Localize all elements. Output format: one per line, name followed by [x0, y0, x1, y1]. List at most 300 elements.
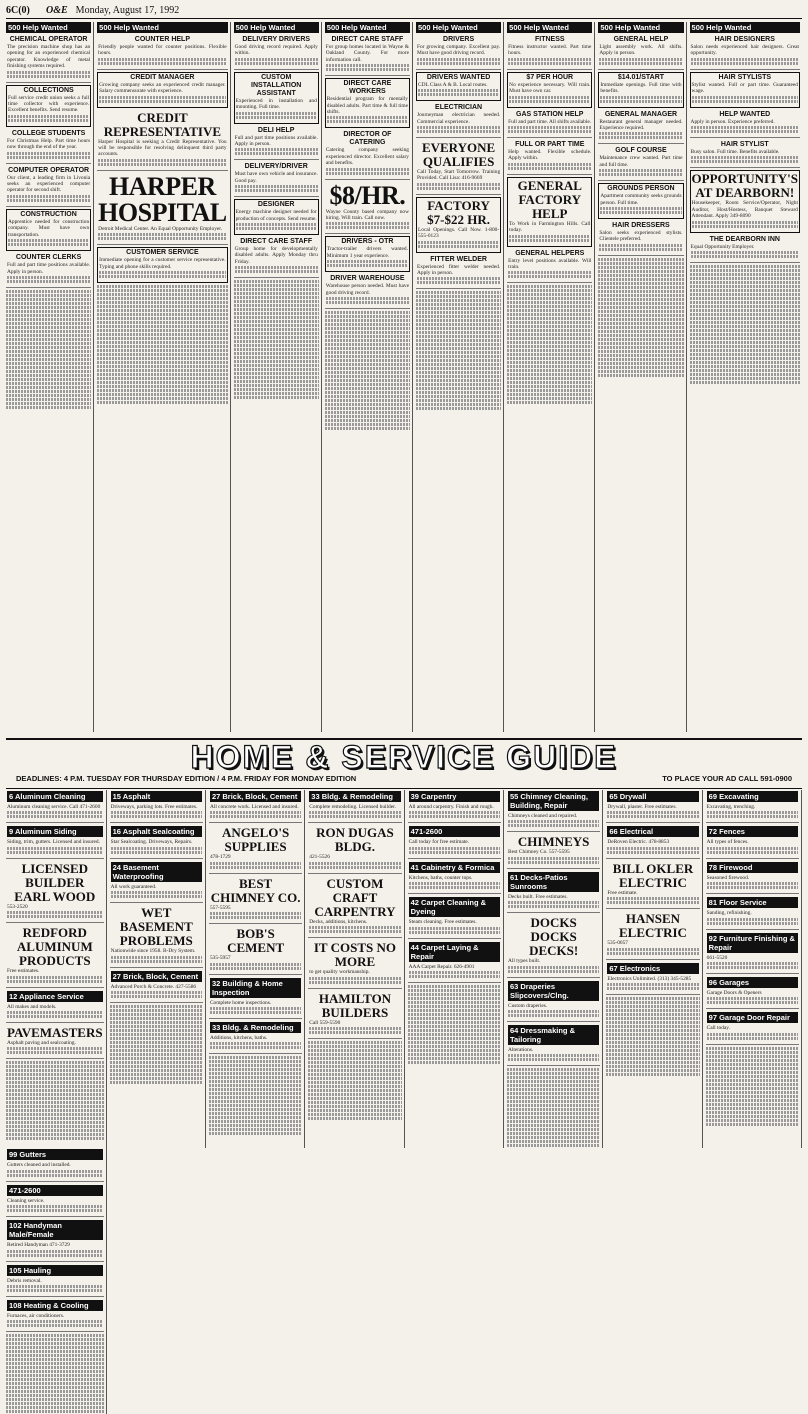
text-filler — [706, 1107, 799, 1110]
text-filler — [309, 811, 400, 814]
text-filler — [6, 1125, 104, 1128]
text-filler — [606, 1029, 699, 1032]
text-filler — [309, 866, 400, 869]
service-ad-body: Call today for free estimate. — [408, 839, 469, 846]
text-filler — [6, 390, 91, 393]
service-ad-body: Custom draperies. — [507, 1002, 548, 1009]
text-filler — [691, 126, 799, 129]
text-filler — [598, 282, 683, 285]
classified-ad — [416, 255, 501, 290]
text-filler — [326, 297, 409, 300]
ad-title: DELIVERY/DRIVER — [244, 163, 308, 171]
text-filler — [408, 1009, 501, 1012]
text-filler — [706, 1075, 799, 1078]
text-filler — [509, 235, 590, 238]
classified-ad — [507, 35, 592, 70]
ad-title: ELECTRICIAN — [435, 104, 483, 112]
service-guide-column — [408, 790, 504, 1148]
service-ad — [209, 926, 302, 974]
text-filler — [98, 159, 226, 162]
text-filler — [690, 341, 800, 344]
text-filler — [6, 1410, 104, 1413]
classified-ad — [234, 72, 319, 124]
text-filler — [690, 321, 800, 324]
text-filler — [235, 62, 318, 65]
text-filler — [308, 1057, 401, 1060]
text-filler — [508, 1054, 599, 1057]
text-filler — [416, 327, 501, 330]
text-filler — [209, 1088, 302, 1091]
text-filler — [707, 997, 798, 1000]
classified-ad — [325, 274, 410, 309]
service-category: 42 Carpet Cleaning & Dyeing — [409, 897, 500, 917]
text-filler — [508, 1014, 599, 1017]
service-ad-body: Steam cleaning. Free estimates. — [408, 919, 477, 926]
text-filler — [690, 305, 800, 308]
text-filler — [416, 383, 501, 386]
text-filler — [692, 100, 798, 103]
service-category: 39 Carpentry — [409, 791, 500, 802]
ad-body: Housekeeper, Room Service/Operator, Night Auditor, Host/Hostess, Banquet Steward Attendant. Apply 349-8090 — [691, 200, 798, 220]
text-filler — [6, 1390, 104, 1393]
ad-title: HAIR DRESSERS — [612, 222, 670, 230]
text-filler — [6, 394, 91, 397]
text-filler — [111, 811, 202, 814]
text-filler — [309, 977, 400, 980]
text-filler — [308, 1065, 401, 1068]
text-filler — [97, 317, 227, 320]
text-filler — [507, 397, 592, 400]
service-ad-body: Excavating, trenching. — [706, 804, 756, 810]
service-ad-body: Best Chimney Co. 557-5595 — [507, 849, 570, 856]
text-filler — [706, 1115, 799, 1118]
ad-title: HAIR STYLISTS — [718, 73, 772, 81]
text-filler — [209, 1128, 302, 1131]
text-filler — [507, 369, 592, 372]
text-filler — [6, 1061, 104, 1064]
text-filler — [690, 353, 800, 356]
text-filler — [111, 895, 202, 898]
text-filler — [6, 1402, 104, 1405]
service-ad — [706, 790, 799, 823]
text-filler — [599, 244, 682, 247]
text-filler — [507, 1120, 600, 1123]
text-filler — [409, 811, 500, 814]
classified-ad — [690, 35, 800, 70]
text-filler — [507, 1140, 600, 1143]
ad-title: HAIR STYLIST — [720, 141, 769, 149]
text-filler — [507, 341, 592, 344]
classified-ad — [598, 72, 683, 108]
ad-body: Journeyman electrician needed. Commercial experience. — [416, 112, 501, 125]
text-filler — [408, 1021, 501, 1024]
text-filler — [416, 355, 501, 358]
text-filler — [209, 1056, 302, 1059]
text-filler — [325, 403, 410, 406]
text-filler — [690, 269, 800, 272]
text-filler — [97, 305, 227, 308]
ad-body: CDL Class A & B. Local routes. — [417, 81, 488, 88]
service-ad-body: Call 559-5590 — [309, 1019, 341, 1026]
text-filler — [309, 926, 400, 929]
text-filler — [690, 349, 800, 352]
text-filler — [325, 327, 410, 330]
text-filler — [607, 851, 698, 854]
text-filler — [507, 297, 592, 300]
help-wanted-column — [234, 22, 322, 732]
text-filler — [97, 385, 227, 388]
text-filler — [235, 189, 318, 192]
text-filler — [6, 1338, 104, 1341]
text-filler — [508, 271, 591, 274]
text-filler — [507, 317, 592, 320]
service-category: 12 Appliance Service — [7, 991, 103, 1002]
text-filler — [8, 119, 89, 122]
ad-body: Good driving record required. Apply within. — [234, 44, 318, 57]
text-filler — [6, 294, 91, 297]
service-ad — [706, 825, 799, 858]
text-filler — [111, 847, 202, 850]
text-filler — [210, 963, 301, 966]
text-filler — [234, 384, 319, 387]
classified-ad — [234, 237, 319, 278]
ad-body: For group homes located in Wayne & Oakland County. For more information call. — [325, 44, 409, 63]
ad-title: GROUNDS PERSON — [607, 185, 675, 193]
service-ad — [706, 1011, 799, 1044]
text-filler — [234, 372, 319, 375]
text-filler — [234, 284, 319, 287]
text-filler — [606, 1009, 699, 1012]
service-ad-body: All types of fences. — [706, 839, 749, 846]
classified-ad — [507, 72, 592, 108]
text-filler — [234, 280, 319, 283]
help-wanted-column — [507, 22, 595, 732]
classified-ad — [325, 236, 410, 272]
text-filler — [325, 359, 410, 362]
service-category: 102 Handyman Male/Female — [7, 1220, 103, 1240]
text-filler — [110, 1021, 203, 1024]
text-filler — [327, 264, 408, 267]
ad-title: HELP WANTED — [719, 110, 771, 118]
text-filler — [325, 383, 410, 386]
text-filler — [308, 1069, 401, 1072]
text-filler — [606, 1053, 699, 1056]
text-filler — [234, 380, 319, 383]
text-filler — [6, 326, 91, 329]
text-filler — [308, 1061, 401, 1064]
text-filler — [97, 373, 227, 376]
text-filler — [507, 381, 592, 384]
classified-ad — [97, 247, 227, 283]
text-filler — [235, 185, 318, 188]
ad-body: Group home for developmentally disabled adults. Apply Monday thru Friday. — [234, 246, 318, 265]
text-filler — [7, 847, 103, 850]
classified-ad — [690, 72, 800, 108]
ad-title: COLLECTIONS — [23, 86, 74, 94]
text-filler — [308, 1097, 401, 1100]
text-filler — [326, 301, 409, 304]
service-ad-body: Cleaning service. — [7, 1197, 45, 1204]
classified-ad — [234, 126, 319, 161]
text-filler — [6, 1077, 104, 1080]
service-category: 78 Firewood — [707, 862, 798, 873]
text-filler — [7, 815, 103, 818]
text-filler — [7, 1250, 103, 1253]
text-filler — [7, 1170, 103, 1173]
text-filler — [691, 62, 799, 65]
text-filler — [706, 1119, 799, 1122]
text-filler — [99, 96, 225, 99]
text-filler — [598, 374, 683, 377]
ad-title: DESIGNER — [257, 201, 295, 209]
text-filler — [6, 290, 91, 293]
text-filler — [110, 1073, 203, 1076]
classified-ad — [6, 85, 91, 127]
text-filler — [6, 322, 91, 325]
service-category: 96 Garages — [707, 977, 798, 988]
service-ad-body: Furnaces, air conditioners. — [7, 1313, 65, 1320]
text-filler — [508, 275, 591, 278]
text-filler — [706, 1047, 799, 1050]
text-filler — [408, 1005, 501, 1008]
text-filler — [97, 297, 227, 300]
service-ad-body: All types built. — [507, 958, 541, 965]
classified-ad — [416, 72, 501, 101]
service-ad — [209, 876, 302, 924]
text-filler — [97, 337, 227, 340]
text-filler — [209, 1124, 302, 1127]
text-filler — [508, 1058, 599, 1061]
text-filler — [7, 1209, 103, 1212]
text-filler — [607, 987, 698, 990]
ad-title: COUNTER CLERKS — [15, 254, 82, 262]
text-filler — [690, 365, 800, 368]
text-filler — [325, 399, 410, 402]
text-filler — [6, 1093, 104, 1096]
text-filler — [97, 333, 227, 336]
text-filler — [507, 289, 592, 292]
text-filler — [707, 1001, 798, 1004]
text-filler — [690, 381, 800, 384]
text-filler — [416, 303, 501, 306]
service-ad — [6, 990, 104, 1023]
text-filler — [707, 886, 798, 889]
text-filler — [507, 321, 592, 324]
text-filler — [416, 403, 501, 406]
text-filler — [507, 293, 592, 296]
text-filler — [6, 1350, 104, 1353]
text-filler — [690, 277, 800, 280]
classified-ad — [325, 130, 410, 179]
service-ad-body: AAA Carpet Repair. 626-4901 — [408, 963, 475, 970]
text-filler — [325, 339, 410, 342]
text-filler — [7, 1254, 103, 1257]
service-ad — [209, 1021, 302, 1054]
ad-body: To Work in Farmington Hills. Call today. — [509, 220, 591, 234]
service-category: 33 Bldg. & Remodeling — [309, 791, 400, 802]
text-filler — [408, 1017, 501, 1020]
text-filler — [507, 393, 592, 396]
text-filler — [110, 1069, 203, 1072]
text-filler — [110, 1065, 203, 1068]
text-filler — [99, 100, 225, 103]
text-filler — [111, 960, 202, 963]
text-filler — [97, 289, 227, 292]
text-filler — [598, 286, 683, 289]
service-category: LICENSED BUILDER EARL WOOD — [14, 860, 96, 904]
service-ad — [606, 911, 699, 959]
text-filler — [606, 1065, 699, 1068]
text-filler — [606, 1017, 699, 1020]
text-filler — [416, 299, 501, 302]
text-filler — [607, 811, 698, 814]
text-filler — [110, 1049, 203, 1052]
text-filler — [690, 345, 800, 348]
text-filler — [408, 1057, 501, 1060]
text-filler — [235, 148, 318, 151]
text-filler — [508, 970, 599, 973]
text-filler — [7, 1015, 103, 1018]
text-filler — [209, 1096, 302, 1099]
text-filler — [6, 374, 91, 377]
text-filler — [598, 350, 683, 353]
text-filler — [416, 311, 501, 314]
text-filler — [6, 398, 91, 401]
ad-body: Help wanted. Flexible schedule. Apply within. — [508, 149, 592, 162]
text-filler — [209, 1064, 302, 1067]
ad-title: EVERYONE QUALIFIES — [421, 140, 496, 170]
text-filler — [606, 997, 699, 1000]
service-category: IT COSTS NO MORE — [313, 940, 397, 970]
text-filler — [210, 912, 301, 915]
help-wanted-column — [6, 22, 94, 732]
text-filler — [6, 1081, 104, 1084]
text-filler — [606, 1037, 699, 1040]
ad-title: $7 PER HOUR — [526, 73, 574, 81]
classified-ad — [598, 110, 683, 145]
text-filler — [209, 1068, 302, 1071]
text-filler — [234, 352, 319, 355]
text-filler — [417, 58, 500, 61]
text-filler — [6, 346, 91, 349]
text-filler — [598, 298, 683, 301]
classified-ad — [690, 235, 800, 263]
service-category: 99 Gutters — [7, 1149, 103, 1160]
ad-body: Restaurant general manager needed. Experience required. — [599, 118, 683, 132]
text-filler — [507, 373, 592, 376]
text-filler — [97, 365, 227, 368]
text-filler — [325, 423, 410, 426]
text-filler — [6, 1117, 104, 1120]
text-filler — [97, 389, 227, 392]
text-filler — [209, 1112, 302, 1115]
service-ad-body: Sanding, refinishing. — [706, 910, 752, 917]
text-filler — [7, 280, 90, 283]
text-filler — [598, 290, 683, 293]
text-filler — [507, 1112, 600, 1115]
ad-body: Growing company seeks an experienced credit manager. Salary commensurate with experience. — [99, 81, 226, 95]
text-filler — [507, 1076, 600, 1079]
ad-body: Tractor-trailer drivers wanted. Minimum 1 year experience. — [326, 246, 408, 259]
ad-title: CONSTRUCTION — [20, 210, 77, 218]
text-filler — [507, 1104, 600, 1107]
service-category: 69 Excavating — [707, 791, 798, 802]
ad-body: Immediate openings. Full time with benefits. — [600, 81, 682, 95]
classified-ad — [325, 78, 410, 128]
service-ad — [6, 825, 104, 858]
ad-body: Full and part time. All shifts available. — [508, 118, 592, 125]
text-filler — [210, 1007, 301, 1010]
ad-body: Catering company seeking experienced director. Excellent salary and benefits. — [325, 147, 409, 167]
text-filler — [690, 357, 800, 360]
text-filler — [234, 288, 319, 291]
ad-body: Salon needs experienced hair designers. Great opportunity. — [690, 44, 799, 57]
text-filler — [308, 1117, 401, 1120]
service-ad — [606, 825, 699, 858]
ad-title: DIRECT CARE STAFF — [331, 36, 404, 43]
service-ad — [6, 1148, 104, 1181]
text-filler — [234, 332, 319, 335]
service-category: 16 Asphalt Sealcoating — [111, 826, 202, 837]
text-filler — [416, 379, 501, 382]
text-filler — [308, 1041, 401, 1044]
ad-body: Maintenance crew wanted. Part time and full time. — [599, 155, 683, 168]
help-wanted-column — [97, 22, 230, 732]
text-filler — [97, 377, 227, 380]
text-filler — [110, 1057, 203, 1060]
text-filler — [416, 331, 501, 334]
text-filler — [598, 338, 683, 341]
text-filler — [507, 377, 592, 380]
text-filler — [110, 1081, 203, 1084]
text-filler — [210, 1011, 301, 1014]
deadlines-text: DEADLINES: 4 P.M. TUESDAY FOR THURSDAY EDITION / 4 P.M. FRIDAY FOR MONDAY EDITION — [16, 774, 357, 783]
classified-ad — [325, 35, 410, 76]
text-filler — [8, 115, 89, 118]
text-filler — [691, 251, 799, 254]
text-filler — [416, 351, 501, 354]
text-filler — [6, 1394, 104, 1397]
text-filler — [599, 173, 682, 176]
text-filler — [97, 329, 227, 332]
service-category: 33 Bldg. & Remodeling — [210, 1022, 301, 1033]
text-filler — [209, 1100, 302, 1103]
text-filler — [508, 62, 591, 65]
ad-body: Harper Hospital is seeking a Credit Representative. You will be responsible for resolving delinquent third party accounts. — [98, 138, 227, 158]
text-filler — [706, 1063, 799, 1066]
text-filler — [607, 815, 698, 818]
text-filler — [507, 1144, 600, 1147]
text-filler — [418, 93, 499, 96]
ad-title: DELI HELP — [257, 126, 295, 134]
section-label: 500 Help Wanted — [690, 22, 800, 33]
text-filler — [416, 375, 501, 378]
ad-title: CUSTOM INSTALLATION ASSISTANT — [251, 73, 302, 97]
ad-title: CHEMICAL OPERATOR — [9, 36, 88, 43]
text-filler — [417, 183, 500, 186]
text-filler — [325, 379, 410, 382]
text-filler — [692, 96, 798, 99]
service-ad — [706, 896, 799, 929]
text-filler — [507, 361, 592, 364]
text-filler — [209, 1116, 302, 1119]
text-filler — [97, 301, 227, 304]
ad-body: Apartment community seeks grounds person. Full time. — [600, 193, 682, 206]
text-filler — [416, 359, 501, 362]
text-filler — [416, 343, 501, 346]
service-category: REDFORD ALUMINUM PRODUCTS — [16, 925, 93, 969]
text-filler — [607, 983, 698, 986]
